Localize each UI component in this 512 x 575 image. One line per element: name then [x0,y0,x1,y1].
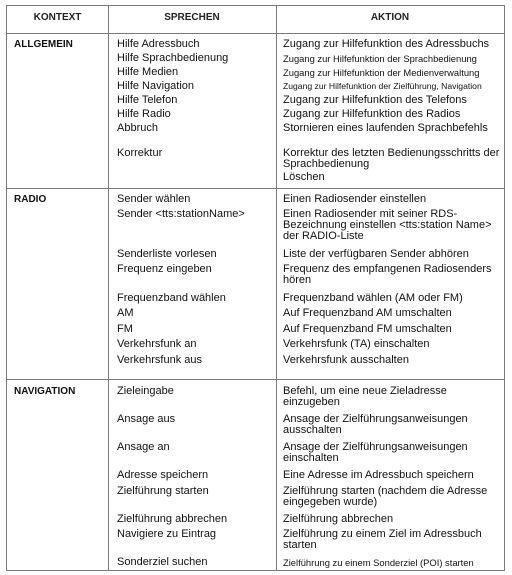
sprechen-cell: Zielführung abbrechen [117,513,228,525]
sprechen-cell: Hilfe Medien [117,66,179,78]
sprechen-cell: Ansage an [117,441,170,453]
sprechen-cell: Hilfe Navigation [117,80,195,92]
sprechen-cell: FM [117,323,133,335]
aktion-cell: Frequenzband wählen (AM oder FM) [283,292,463,304]
aktion-cell: Ansage der Zielführungsanweisungen ausschalten [283,413,468,436]
sprechen-cell: Frequenz eingeben [117,263,212,275]
aktion-cell: Zugang zur Hilfefunktion der Medienverwaltung [283,67,480,78]
sprechen-cell: Sender <tts:stationName> [117,208,245,220]
sprechen-cell: Hilfe Telefon [117,94,178,106]
aktion-cell: Frequenz des empfangenen Radiosenders hören [283,263,492,286]
sprechen-cell: Ansage aus [117,413,176,425]
sprechen-cell: AM [117,307,134,319]
aktion-cell: Zugang zur Hilfefunktion des Telefons [283,94,467,106]
column-divider [276,6,277,570]
sprechen-cell: Korrektur [117,147,163,159]
aktion-cell: Auf Frequenzband AM umschalten [283,307,452,319]
aktion-cell: Auf Frequenzband FM umschalten [283,323,452,335]
aktion-cell: Einen Radiosender einstellen [283,193,427,205]
row-divider [7,379,504,380]
aktion-cell: Verkehrsfunk ausschalten [283,354,409,366]
header-aktion: AKTION [370,12,410,23]
aktion-cell: Zielführung starten (nachdem die Adresse eingegeben wurde) [283,485,488,508]
aktion-cell: Zugang zur Hilfefunktion des Adressbuchs [283,38,490,50]
sprechen-cell: Hilfe Sprachbedienung [117,52,229,64]
sprechen-cell: Hilfe Radio [117,108,171,120]
aktion-cell: Zielführung abbrechen [283,513,394,525]
aktion-cell: Zugang zur Hilfefunktion der Sprachbedienung [283,53,477,64]
aktion-cell: Löschen [283,171,325,183]
column-divider [108,6,109,570]
sprechen-cell: Zielführung starten [117,485,209,497]
sprechen-cell: Abbruch [117,122,158,134]
aktion-cell: Korrektur des letzten Bedienungsschritts der Sprachbedienung [283,147,500,170]
voice-command-table [6,5,505,571]
header-kontext: KONTEXT [33,12,82,23]
header-sprechen: SPRECHEN [164,12,220,23]
sprechen-cell: Sender wählen [117,193,191,205]
aktion-cell: Befehl, um eine neue Zieladresse einzugeben [283,385,447,408]
sprechen-cell: Verkehrsfunk an [117,338,197,350]
sprechen-cell: Frequenzband wählen [117,292,226,304]
aktion-cell: Zielführung zu einem Sonderziel (POI) starten [283,557,474,568]
sprechen-cell: Adresse speichern [117,469,209,481]
aktion-cell: Stornieren eines laufenden Sprachbefehls [283,122,488,134]
aktion-cell: Zugang zur Hilfefunktion des Radios [283,108,461,120]
aktion-cell: Zugang zur Hilfefunktion der Zielführung, Navigation [283,81,482,91]
sprechen-cell: Verkehrsfunk aus [117,354,202,366]
aktion-cell: Ansage der Zielführungsanweisungen einschalten [283,441,468,464]
sprechen-cell: Navigiere zu Eintrag [117,528,217,540]
row-divider [7,188,504,189]
sprechen-cell: Hilfe Adressbuch [117,38,200,50]
context-navigation: NAVIGATION [14,386,76,397]
aktion-cell: Liste der verfügbaren Sender abhören [283,248,469,260]
row-divider [7,33,504,34]
aktion-cell: Einen Radiosender mit seiner RDS-Bezeichnung einstellen <tts:station Name> der RADIO-Liste [283,208,492,242]
sprechen-cell: Sonderziel suchen [117,556,208,568]
sprechen-cell: Zieleingabe [117,385,174,397]
aktion-cell: Verkehrsfunk (TA) einschalten [283,338,430,350]
sprechen-cell: Senderliste vorlesen [117,248,217,260]
context-allgemein: ALLGEMEIN [14,39,73,50]
aktion-cell: Eine Adresse im Adressbuch speichern [283,469,474,481]
context-radio: RADIO [14,194,47,205]
aktion-cell: Zielführung zu einem Ziel im Adressbuch starten [283,528,482,551]
